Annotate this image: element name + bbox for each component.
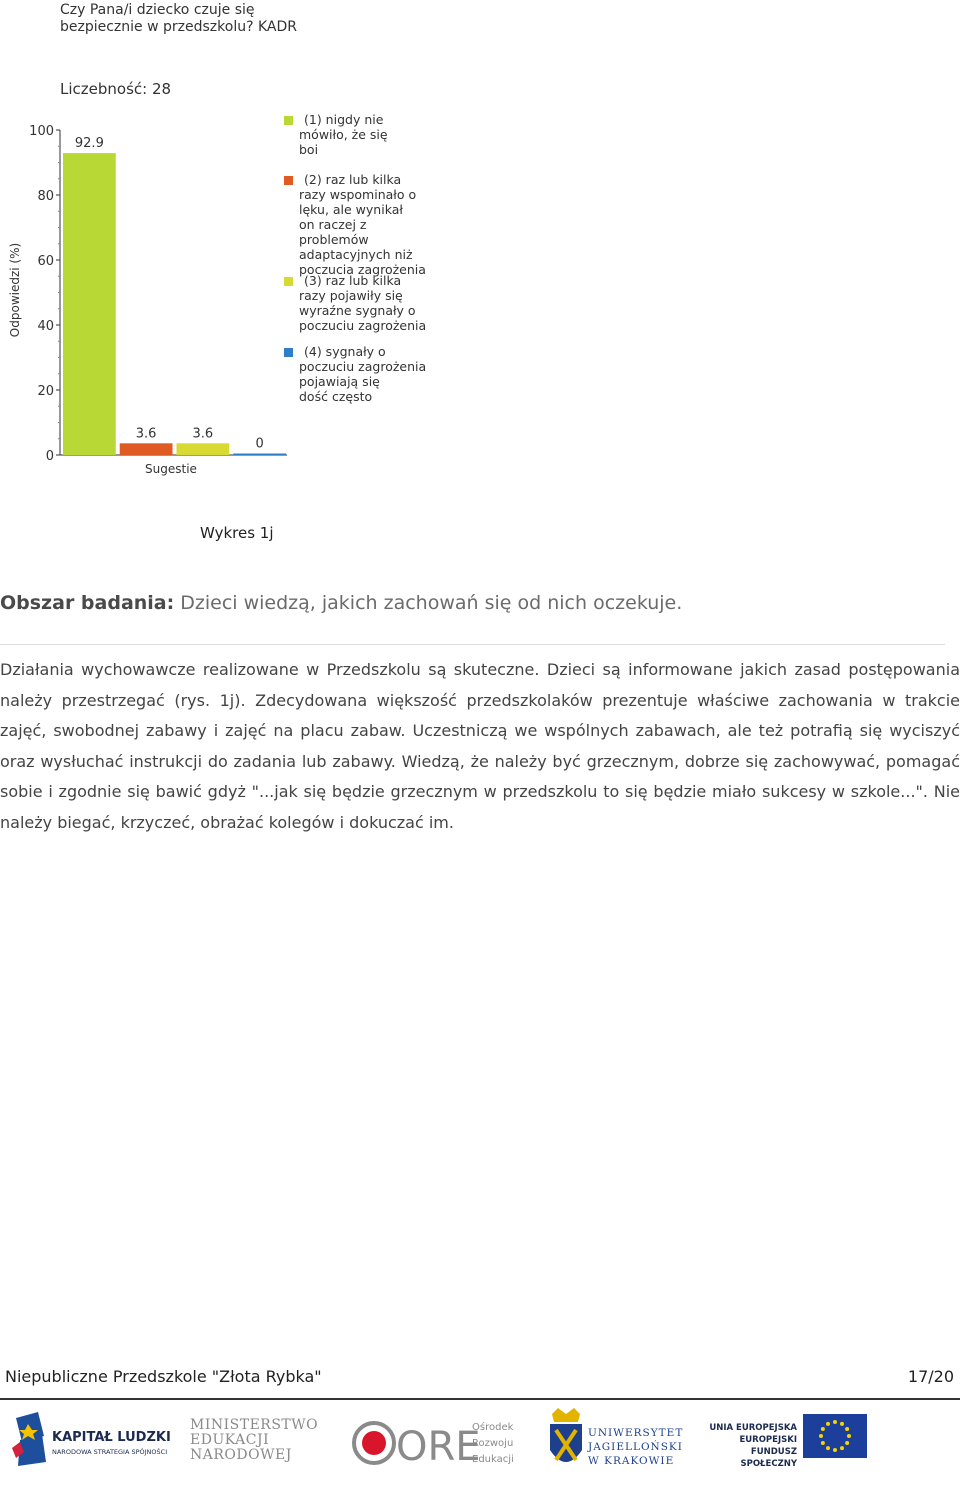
legend-swatch: [284, 348, 293, 357]
legend-label: poczuciu zagrożenia: [299, 318, 427, 333]
chart-caption: Wykres 1j: [200, 524, 274, 542]
legend-label: pojawiają się: [299, 374, 380, 389]
legend-label: mówiło, że się: [299, 127, 388, 142]
legend-swatch: [284, 277, 293, 286]
legend: [284, 112, 426, 404]
eu-star: [847, 1434, 851, 1438]
ore-mark-icon: [350, 1408, 481, 1474]
legend-swatch: [284, 116, 293, 125]
section-text: Dzieci wiedzą, jakich zachowań się od nich oczekuje.: [180, 592, 683, 614]
ore-logo: [350, 1408, 525, 1474]
y-tick-label: 80: [37, 189, 54, 204]
eu-star: [821, 1441, 825, 1445]
bar: [63, 153, 116, 455]
ore-line-3: Edukacji: [472, 1454, 514, 1465]
eu-line-3: FUNDUSZ SPOŁECZNY: [740, 1447, 797, 1469]
bar: [176, 443, 229, 455]
legend-label: (3) raz lub kilka: [304, 273, 402, 288]
legend-label: poczucia zagrożenia: [299, 262, 426, 277]
legend-label: adaptacyjnych niż: [299, 247, 413, 262]
chart-title-line: Czy Pana/i dziecko czuje się: [60, 2, 255, 18]
eu-line-1: UNIA EUROPEJSKA: [709, 1423, 797, 1433]
uj-line-3: W KRAKOWIE: [588, 1455, 675, 1467]
eu-star: [819, 1434, 823, 1438]
legend-label: poczuciu zagrożenia: [299, 359, 427, 374]
ministry-line-2: EDUKACJI: [190, 1432, 270, 1448]
y-tick-label: 60: [37, 254, 54, 269]
legend-label: on raczej z: [299, 217, 367, 232]
bar-value-label: 0: [255, 436, 264, 452]
ministry-line-1: MINISTERSTWO: [190, 1417, 319, 1433]
y-tick-label: 100: [29, 124, 54, 139]
uj-logo: [546, 1408, 686, 1478]
divider: [0, 644, 945, 645]
uj-line-2: JAGIELLOŃSKI: [588, 1441, 683, 1453]
bar-value-label: 92.9: [74, 136, 104, 152]
eu-star: [845, 1427, 849, 1431]
legend-label: (4) sygnały o: [304, 344, 386, 359]
legend-label: (2) raz lub kilka: [304, 172, 402, 187]
eu-logo: [705, 1408, 875, 1474]
legend-label: lęku, ale wynikał: [299, 202, 403, 217]
footer-school-name: Niepubliczne Przedszkole "Złota Rybka": [5, 1367, 322, 1386]
ore-line-2: Rozwoju: [472, 1438, 514, 1449]
legend-label: wyraźne sygnały o: [299, 303, 416, 318]
y-tick-label: 40: [37, 319, 54, 334]
legend-label: razy pojawiły się: [299, 288, 403, 303]
section-title: [0, 592, 682, 614]
section-label: Obszar badania:: [0, 592, 175, 614]
count-label: Liczebność: 28: [60, 80, 172, 98]
footer-divider: [0, 1398, 960, 1400]
y-tick-label: 20: [37, 384, 54, 399]
legend-label: (1) nigdy nie: [304, 112, 384, 127]
eu-star: [833, 1420, 837, 1424]
uj-line-1: UNIWERSYTET: [588, 1427, 684, 1439]
page-number: 17/20: [907, 1367, 954, 1386]
chart-title: [60, 2, 297, 35]
legend-label: problemów: [299, 232, 369, 247]
eu-star: [840, 1422, 844, 1426]
ore-line-1: Ośrodek: [472, 1422, 514, 1433]
bar-value-label: 3.6: [192, 426, 214, 442]
bars: [63, 136, 286, 455]
legend-label: boi: [299, 142, 319, 157]
eu-line-2: EUROPEJSKI: [739, 1435, 797, 1445]
ministry-logo: [190, 1408, 319, 1474]
y-tick-label: 0: [45, 449, 54, 464]
bar: [120, 443, 173, 455]
eu-star: [826, 1446, 830, 1450]
uj-crest-icon: [546, 1408, 586, 1476]
chart-title-line: bezpiecznie w przedszkolu? KADR: [60, 19, 297, 35]
legend-label: razy wspominało o: [299, 187, 417, 202]
ore-mark: ORE: [396, 1424, 481, 1470]
kapital-ludzki-title: KAPITAŁ LUDZKI: [52, 1430, 171, 1445]
x-axis-label: Sugestie: [145, 462, 197, 476]
eu-star: [821, 1427, 825, 1431]
eu-flag-icon: [803, 1414, 867, 1458]
bar-chart: [0, 0, 960, 520]
y-axis-label: Odpowiedzi (%): [8, 242, 22, 338]
eu-star: [826, 1422, 830, 1426]
kapital-ludzki-logo: [8, 1408, 173, 1474]
eu-star: [845, 1441, 849, 1445]
bar-value-label: 3.6: [135, 426, 157, 442]
legend-label: dość często: [299, 389, 373, 404]
legend-swatch: [284, 176, 293, 185]
eu-star: [840, 1446, 844, 1450]
ministry-line-3: NARODOWEJ: [190, 1447, 292, 1463]
body-paragraph: Działania wychowawcze realizowane w Przedszkolu są skuteczne. Dzieci są informowane jakich zasad postępowania należy przestrzegać (rys. 1j). Zdecydowana większość przedszkolaków prezentuje właściwe zachowania w trakcie zajęć, swobodnej zabawy i zajęć na placu zabaw. Uczestniczą we wspólnych zabawach, ale też potrafią się wyciszyć oraz wysłuchać instrukcji do zadania lub zabawy. Wiedzą, że należy być grzecznym, dobrze się zachowywać, pomagać sobie i zgodnie się bawić gdyż "...jak się będzie grzecznym w przedszkolu to się będzie miało sukcesy w szkole...". Nie należy biegać, krzyczeć, obrażać kolegów i dokuczać im.: [0, 660, 960, 832]
eu-star: [833, 1448, 837, 1452]
kapital-ludzki-subtitle: NARODOWA STRATEGIA SPÓJNOŚCI: [52, 1448, 168, 1456]
bar: [233, 454, 286, 456]
